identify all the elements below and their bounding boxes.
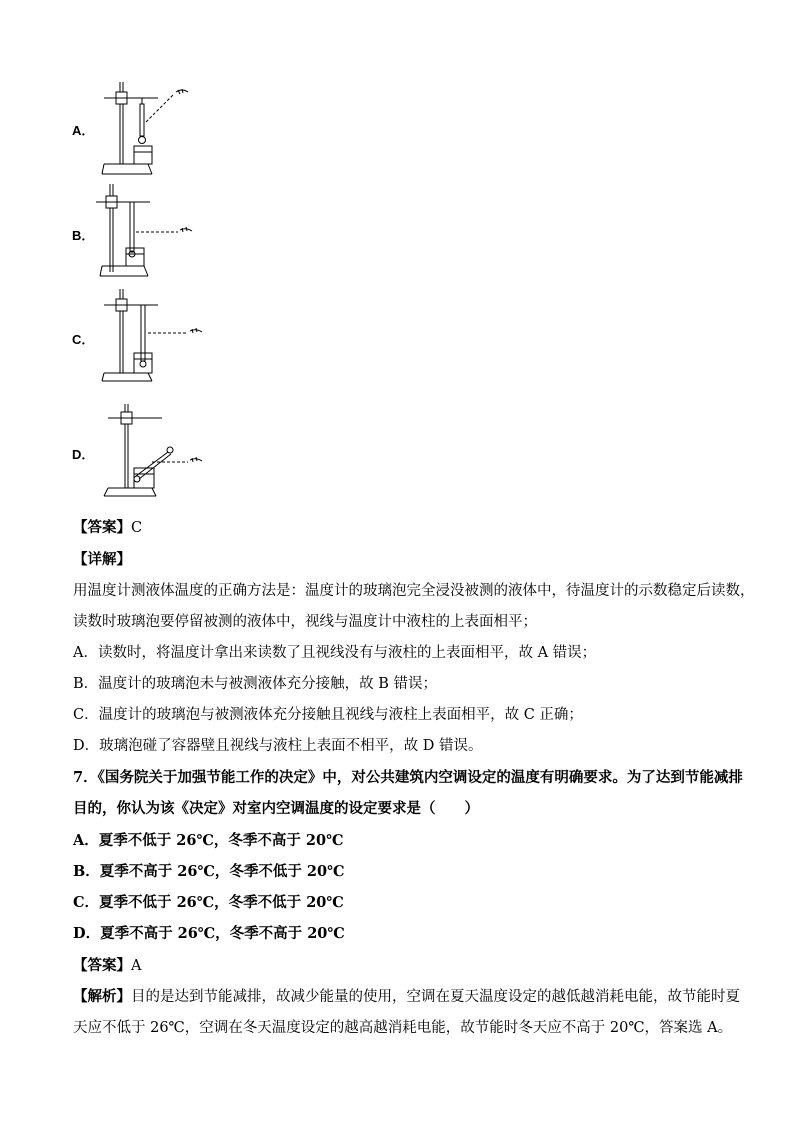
q7-stem-line-2: 目的，你认为该《决定》对室内空调温度的设定要求是（ ） — [73, 800, 479, 817]
q7-analysis-line-1 — [73, 987, 740, 1007]
q6-explanation-c: C．温度计的玻璃泡与被测液体充分接触且视线与液柱上表面相平，故 C 正确； — [73, 707, 583, 723]
q6-explanation-b: B．温度计的玻璃泡未与被测液体充分接触，故 B 错误； — [73, 676, 438, 692]
q7-stem-line-1: 7．《国务院关于加强节能工作的决定》中，对公共建筑内空调设定的温度有明确要求。为了达到节能减排 — [73, 769, 743, 786]
q6-detail-line-2: 读数时玻璃泡要停留被测的液体中，视线与温度计中液柱的上表面相平； — [73, 614, 537, 630]
option-c-label: C． — [72, 332, 95, 347]
q7-answer-line — [73, 956, 141, 976]
option-a-thermometer-figure — [92, 80, 222, 176]
q6-answer-value: C — [131, 520, 143, 536]
q7-analysis-text-1: 目的是达到节能减排，故减少能量的使用，空调在夏天温度设定的越低越消耗电能，故节能时夏 — [131, 989, 740, 1005]
q6-explanation-a: A．读数时，将温度计拿出来读数了且视线没有与液柱的上表面相平，故 A 错误； — [73, 645, 597, 661]
q7-analysis-line-2: 天应不低于 26℃，空调在冬天温度设定的越高越消耗电能，故节能时冬天应不高于 20℃，答案选 A。 — [73, 1020, 733, 1036]
q6-detail-tag: 【详解】 — [73, 551, 131, 568]
q7-answer-tag: 【答案】 — [73, 957, 131, 974]
option-b-label: B． — [72, 228, 95, 243]
option-d-thermometer-figure — [92, 402, 222, 498]
q7-option-d: D．夏季不高于 26℃，冬季不高于 20℃ — [73, 925, 345, 942]
q6-answer-tag: 【答案】 — [73, 519, 131, 536]
q6-detail-line-1: 用温度计测液体温度的正确方法是：温度计的玻璃泡完全浸没被测的液体中，待温度计的示数稳定后读数， — [73, 583, 755, 599]
q7-analysis-tag: 【解析】 — [73, 988, 131, 1005]
option-a-label: A． — [72, 123, 95, 138]
option-d-label: D． — [72, 447, 95, 462]
q7-answer-value: A — [131, 958, 142, 974]
q7-option-b: B．夏季不高于 26℃，冬季不低于 20℃ — [73, 863, 345, 880]
option-b-thermometer-figure — [92, 182, 222, 278]
q6-answer-line — [73, 518, 142, 538]
option-c-thermometer-figure — [92, 287, 222, 383]
q7-option-a: A．夏季不低于 26℃，冬季不高于 20℃ — [73, 832, 344, 849]
q7-option-c: C．夏季不低于 26℃，冬季不低于 20℃ — [73, 894, 344, 911]
q6-explanation-d: D．玻璃泡碰了容器壁且视线与液柱上表面不相平，故 D 错误。 — [73, 738, 483, 754]
